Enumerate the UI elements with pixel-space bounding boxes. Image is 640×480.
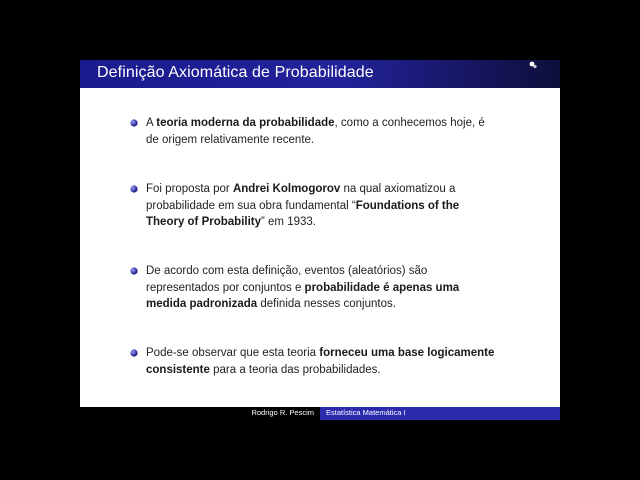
item-text: De acordo com esta definição, eventos (aleatórios) são representados por conjuntos e probabilidade é apenas uma medida padronizada definida nesses conjuntos.	[146, 265, 460, 310]
footer-author-box	[80, 407, 320, 420]
ball-bullet-icon	[130, 267, 138, 275]
item-text: Foi proposta por Andrei Kolmogorov na qual axiomatizou a probabilidade em sua obra fundamental “Foundations of the Theory of Probability” em 1933.	[146, 183, 460, 228]
list-item	[128, 345, 500, 378]
list-item	[128, 263, 500, 313]
footer-course-box	[320, 407, 560, 420]
ball-bullet-icon	[130, 349, 138, 357]
item-text: Pode-se observar que esta teoria forneceu uma base logicamente consistente para a teoria das probabilidades.	[146, 347, 495, 376]
frame-title-bar	[80, 60, 560, 88]
item-text: A teoria moderna da probabilidade, como a conhecemos hoje, é de origem relativamente recente.	[146, 117, 485, 146]
list-item	[128, 115, 500, 148]
footer	[80, 407, 560, 420]
footer-course: Estatística Matemática I	[326, 408, 406, 417]
navigation-symbol-icon[interactable]	[528, 60, 538, 70]
footer-author: Rodrigo R. Pescim	[251, 408, 314, 417]
slide	[80, 60, 560, 420]
slide-title: Definição Axiomática de Probabilidade	[97, 64, 374, 81]
list-item	[128, 181, 500, 231]
ball-bullet-icon	[130, 119, 138, 127]
ball-bullet-icon	[130, 185, 138, 193]
